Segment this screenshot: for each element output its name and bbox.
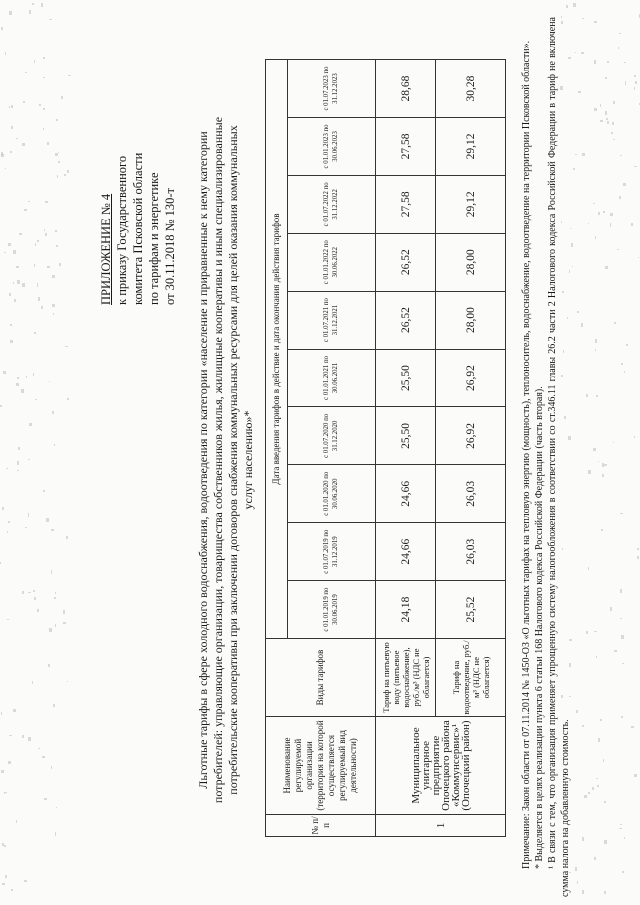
period-header: с 01.07.2019 по 31.12.2019 [288,523,376,581]
appendix-header [98,5,178,305]
tariff-value: 26,92 [436,349,506,407]
tariff-value: 26,52 [376,233,436,291]
note-paragraph: Примечание: Закон области от 07.11.2014 № 1450-ОЗ «О льготных тарифах на тепловую энергию (мощность), теплоноситель, водоснабжение, водоотведение на территории Псковской области». [521,40,532,869]
tariff-value: 29,12 [436,175,506,233]
period-header: с 01.07.2023 по 31.12.2023 [288,60,376,118]
col-period-group-header: Дата введения тарифов в действие и дата окончания действия тарифов [266,60,288,639]
period-header: с 01.01.2021 по 30.06.2021 [288,349,376,407]
tariff-value: 24,18 [376,581,436,639]
period-header: с 01.01.2022 по 30.06.2022 [288,233,376,291]
tariff-value: 25,50 [376,407,436,465]
document-title: Льготные тарифы в сфере холодного водоснабжения, водоотведения по категории «население и приравненные к нему категории потребителей: управляющие организации, товарищества собственников жилья, жилищные кооперативы и иным специализированные потребительские кооперативы при заключении договоров снабжения коммунальных ресурсами для целей оказания коммунальных услуг населению»* [196,116,255,804]
tariff-value: 26,92 [436,407,506,465]
tariff-value: 25,50 [376,349,436,407]
table-row [376,60,436,837]
tariff-value: 27,58 [376,175,436,233]
appendix-line: комитета Псковской области [131,152,145,305]
tariff-value: 26,03 [436,523,506,581]
period-header: с 01.07.2022 по 31.12.2022 [288,175,376,233]
col-org-header: Наименование регулируемой организации (территория на которой осуществляется регулируемый вид деятельности) [266,717,376,815]
note-paragraph: * Выделяется в целях реализации пункта 6 статьи 168 Налогового кодекса Российской Федерации (часть вторая). [534,386,545,869]
tariff-value: 28,68 [376,60,436,118]
period-header: с 01.01.2023 по 30.06.2023 [288,117,376,175]
tariff-type: Тариф на питьевую воду (питьевое водоснабжение), руб./м³ (НДС не облагается) [376,639,436,717]
notes [520,17,572,897]
tariff-value: 28,00 [436,291,506,349]
tariff-value: 26,52 [376,291,436,349]
tariff-value: 24,66 [376,523,436,581]
tariff-value: 26,03 [436,465,506,523]
tariff-value: 24,66 [376,465,436,523]
col-type-header: Виды тарифов [266,639,376,717]
period-header: с 01.07.2020 по 31.12.2020 [288,407,376,465]
period-header: с 01.01.2020 по 30.06.2020 [288,465,376,523]
note-paragraph: ¹ В связи с тем, что организация применяет упрощенную систему налогообложения в соответствии со ст.346.11 главы 26.2 части 2 Налогового кодекса Российской Федерации в тариф не включена сумма налога на добавленную стоимость. [547,17,571,897]
tariff-type: Тариф на водоотведение, руб./м³ (НДС не облагается) [436,639,506,717]
tariff-table [265,59,506,837]
appendix-line: к приказу Государственного [115,155,129,305]
tariff-value: 29,12 [436,117,506,175]
appendix-title: ПРИЛОЖЕНИЕ № 4 [99,193,113,305]
col-number-header: № п/п [266,815,376,837]
tariff-value: 25,52 [436,581,506,639]
row-number: 1 [376,815,506,837]
appendix-line: от 30.11.2018 № 130-т [163,187,177,305]
tariff-value: 28,00 [436,233,506,291]
tariff-value: 30,28 [436,60,506,118]
appendix-line: по тарифам и энергетике [147,172,161,305]
organization-name: Муниципальное унитарное предприятие Опочецкого района «Коммунсервис»¹ (Опочецкий район) [376,717,506,815]
tariff-value: 27,58 [376,117,436,175]
period-header: с 01.01.2019 по 30.06.2019 [288,581,376,639]
period-header: с 01.07.2021 по 31.12.2021 [288,291,376,349]
